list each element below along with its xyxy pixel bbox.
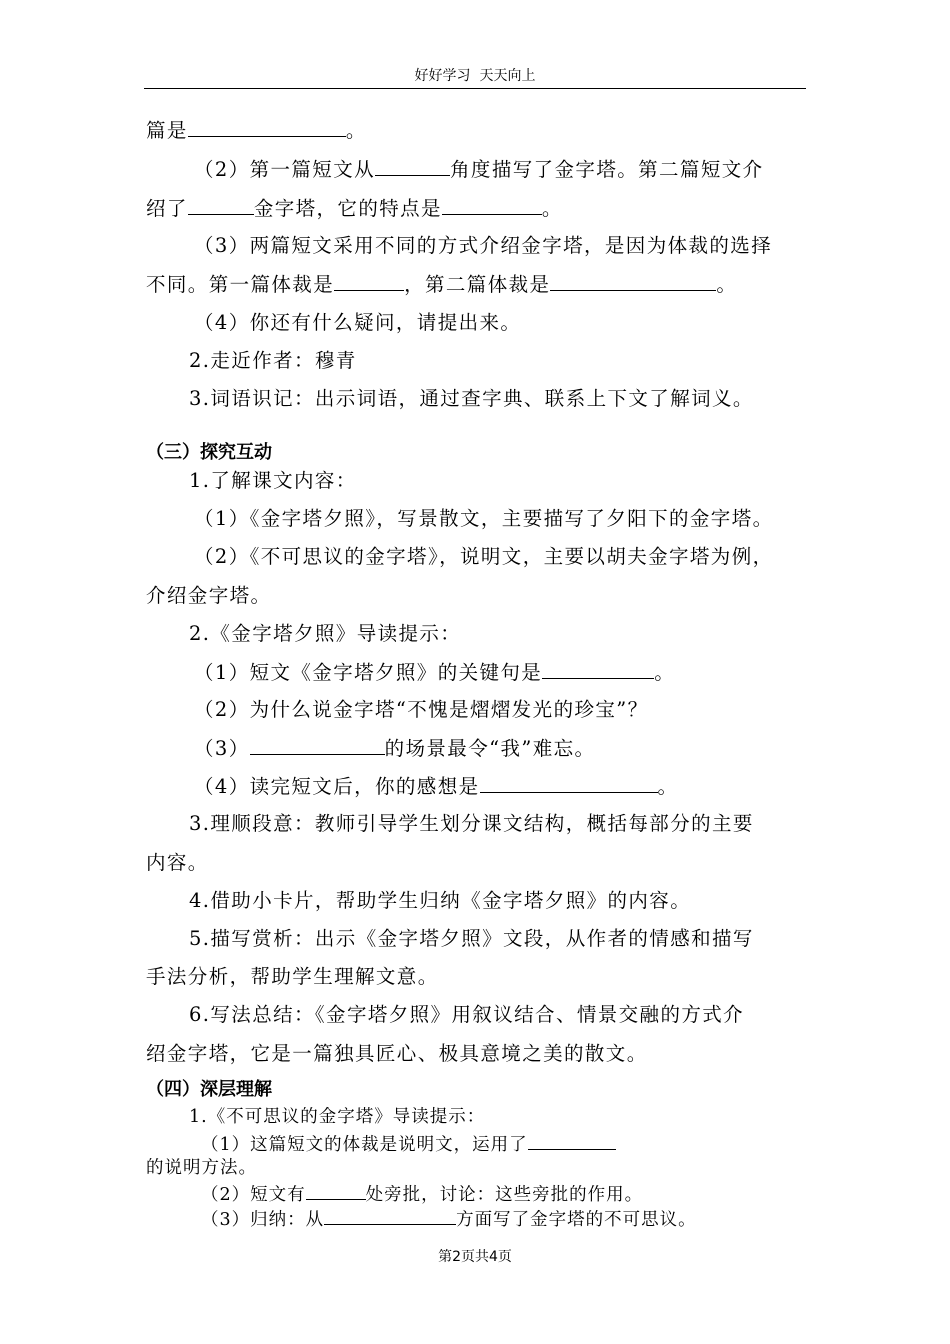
text-segment: 的场景最令“我”难忘。 <box>384 737 596 760</box>
text-segment: 。 <box>541 197 563 220</box>
text-line: 3.理顺段意：教师引导学生划分课文结构，概括每部分的主要 <box>189 812 754 835</box>
text-line: 内容。 <box>146 851 209 874</box>
text-line <box>146 196 563 221</box>
text-line <box>201 1206 697 1232</box>
fill-blank <box>250 736 385 755</box>
text-segment: （2）第一篇短文从 <box>194 158 376 181</box>
text-segment: 。 <box>654 661 676 684</box>
text-segment: 角度描写了金字塔。第二篇短文介 <box>450 158 764 181</box>
text-segment: 。 <box>657 775 679 798</box>
fill-blank <box>528 1131 616 1150</box>
text-segment: 。 <box>716 273 738 296</box>
fill-blank <box>550 272 716 291</box>
text-segment: （1）短文《金字塔夕照》的关键句是 <box>194 661 543 684</box>
text-segment: 处旁批，讨论：这些旁批的作用。 <box>365 1185 644 1205</box>
page-number: 第2页共4页 <box>438 1249 512 1265</box>
text-segment: 。 <box>345 119 367 142</box>
section-heading: （四）深层理解 <box>146 1079 272 1100</box>
text-segment: （2）短文有 <box>201 1185 306 1205</box>
fill-blank <box>334 272 404 291</box>
fill-blank <box>542 660 654 679</box>
text-line: 3.词语识记：出示词语，通过查字典、联系上下文了解词义。 <box>189 387 754 410</box>
text-line: 6.写法总结：《金字塔夕照》用叙议结合、情景交融的方式介 <box>189 1003 745 1026</box>
text-segment: （3）归纳：从 <box>201 1210 325 1230</box>
text-line <box>194 157 764 182</box>
text-line: 手法分析，帮助学生理解文意。 <box>146 965 439 988</box>
fill-blank <box>324 1206 456 1225</box>
text-line: 的说明方法。 <box>146 1158 257 1178</box>
fill-blank <box>188 118 346 137</box>
fill-blank <box>188 196 254 215</box>
text-segment: （4）读完短文后，你的感想是 <box>194 775 480 798</box>
text-line: （1）《金字塔夕照》，写景散文，主要描写了夕阳下的金字塔。 <box>194 507 774 530</box>
page-footer <box>0 1248 950 1266</box>
text-segment: ，第二篇体裁是 <box>404 273 551 296</box>
text-line: 2.《金字塔夕照》导读提示： <box>189 622 462 645</box>
text-line: 绍金字塔，它是一篇独具匠心、极具意境之美的散文。 <box>146 1042 648 1065</box>
text-line <box>146 272 737 297</box>
text-segment: （3） <box>194 737 250 760</box>
fill-blank <box>375 157 450 176</box>
text-line <box>201 1131 616 1157</box>
text-line <box>194 774 678 799</box>
fill-blank <box>480 774 658 793</box>
text-line: 1.《不可思议的金字塔》导读提示： <box>189 1107 486 1127</box>
fill-blank <box>306 1181 366 1200</box>
text-line: 4.借助小卡片，帮助学生归纳《金字塔夕照》的内容。 <box>189 889 692 912</box>
text-line: （2）《不可思议的金字塔》，说明文，主要以胡夫金字塔为例， <box>194 545 774 568</box>
text-segment: 不同。第一篇体裁是 <box>146 273 335 296</box>
text-segment: 金字塔，它的特点是 <box>253 197 442 220</box>
text-line: 5.描写赏析：出示《金字塔夕照》文段，从作者的情感和描写 <box>189 927 754 950</box>
text-line: 2.走近作者：穆青 <box>189 349 357 372</box>
text-segment: 绍了 <box>146 197 188 220</box>
text-line: （4）你还有什么疑问，请提出来。 <box>194 311 522 334</box>
text-segment: 篇是 <box>146 119 188 142</box>
header-text: 好好学习 天天向上 <box>414 68 536 84</box>
fill-blank <box>442 196 542 215</box>
text-segment: 方面写了金字塔的不可思议。 <box>456 1210 697 1230</box>
text-line <box>194 660 675 685</box>
page-header <box>144 66 806 89</box>
text-line: （3）两篇短文采用不同的方式介绍金字塔，是因为体裁的选择 <box>194 234 773 257</box>
text-line <box>146 118 367 143</box>
text-line: 介绍金字塔。 <box>146 584 272 607</box>
section-heading: （三）探究互动 <box>146 442 272 463</box>
text-line <box>194 736 595 761</box>
text-line <box>201 1181 643 1207</box>
text-line: （2）为什么说金字塔“不愧是熠熠发光的珍宝”？ <box>194 698 649 721</box>
text-line: 1.了解课文内容： <box>189 469 357 492</box>
text-segment: （1）这篇短文的体裁是说明文，运用了 <box>201 1135 528 1155</box>
